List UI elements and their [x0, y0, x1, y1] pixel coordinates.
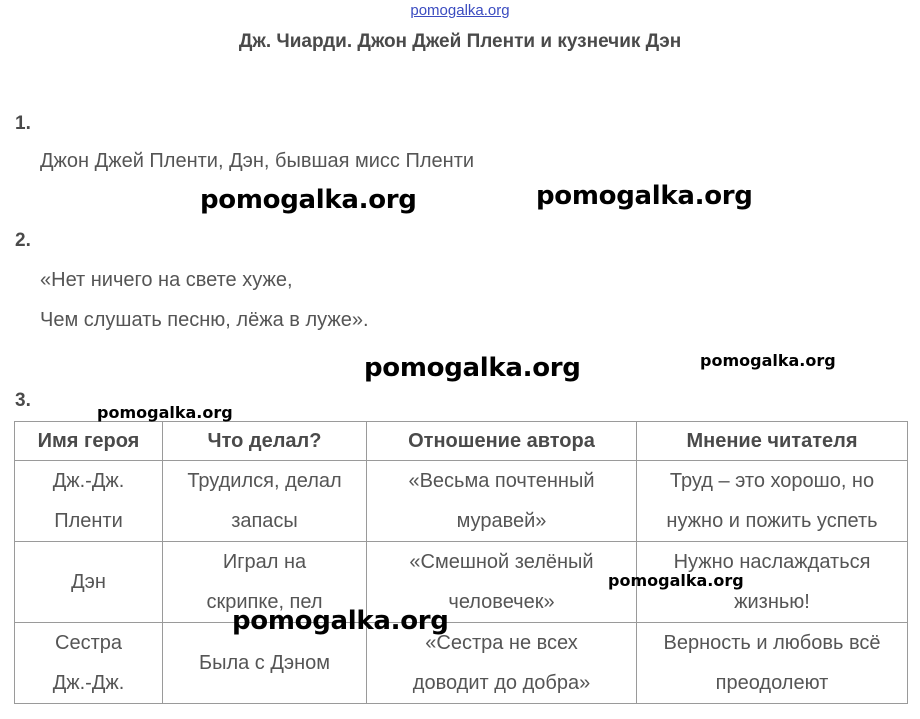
watermark: pomogalka.org [608, 571, 744, 590]
heroes-table [14, 421, 908, 704]
cell-line: «Весьма почтенный [408, 470, 595, 492]
cell-line: запасы [231, 510, 298, 532]
cell-line: Дж.-Дж. [52, 672, 125, 694]
cell-hero-name [15, 461, 163, 542]
watermark: pomogalka.org [232, 606, 449, 636]
cell-line: жизнью! [734, 591, 810, 613]
cell-line: человечек» [448, 591, 555, 613]
table-row [15, 461, 908, 542]
cell-line: преодолеют [715, 672, 829, 694]
cell-hero-name [15, 623, 163, 704]
header-actions: Что делал? [163, 422, 367, 461]
cell-line: Была с Дэном [198, 652, 331, 674]
cell-line: «Сестра не всех [425, 632, 578, 654]
answer-2-line-2: Чем слушать песню, лёжа в луже». [40, 309, 369, 331]
table-row [15, 542, 908, 623]
cell-reader-opinion [637, 461, 908, 542]
watermark: pomogalka.org [700, 351, 836, 370]
cell-author-attitude [367, 461, 637, 542]
watermark: pomogalka.org [536, 181, 753, 211]
cell-line: «Смешной зелёный [409, 551, 594, 573]
section-number-3: 3. [15, 390, 31, 411]
cell-line: нужно и пожить успеть [666, 510, 878, 532]
cell-line: Нужно наслаждаться [673, 551, 871, 573]
header-reader-opinion: Мнение читателя [637, 422, 908, 461]
answer-1-text: Джон Джей Пленти, Дэн, бывшая мисс Пленти [40, 150, 475, 172]
table-header-row [15, 422, 908, 461]
answer-2-line-1: «Нет ничего на свете хуже, [40, 269, 293, 291]
cell-line: Сестра [55, 632, 122, 654]
cell-actions [163, 461, 367, 542]
cell-line: Дэн [71, 571, 106, 593]
page-title: Дж. Чиарди. Джон Джей Пленти и кузнечик Дэн [238, 31, 682, 52]
cell-hero-name [15, 542, 163, 623]
cell-line: скрипке, пел [206, 591, 323, 613]
watermark: pomogalka.org [200, 185, 417, 215]
watermark: pomogalka.org [97, 403, 233, 422]
cell-reader-opinion [637, 623, 908, 704]
section-number-1: 1. [15, 113, 31, 134]
cell-line: Дж.-Дж. [52, 470, 125, 492]
site-link[interactable]: pomogalka.org [410, 2, 510, 19]
cell-line: Трудился, делал [187, 470, 342, 492]
watermark: pomogalka.org [364, 353, 581, 383]
cell-line: муравей» [456, 510, 547, 532]
cell-line: Труд – это хорошо, но [669, 470, 875, 492]
cell-line: Пленти [54, 510, 123, 532]
header-author-attitude: Отношение автора [367, 422, 637, 461]
cell-line: доводит до добра» [412, 672, 591, 694]
table-row [15, 623, 908, 704]
cell-line: Играл на [222, 551, 307, 573]
header-hero-name: Имя героя [15, 422, 163, 461]
section-number-2: 2. [15, 230, 31, 251]
cell-line: Верность и любовь всё [663, 632, 881, 654]
